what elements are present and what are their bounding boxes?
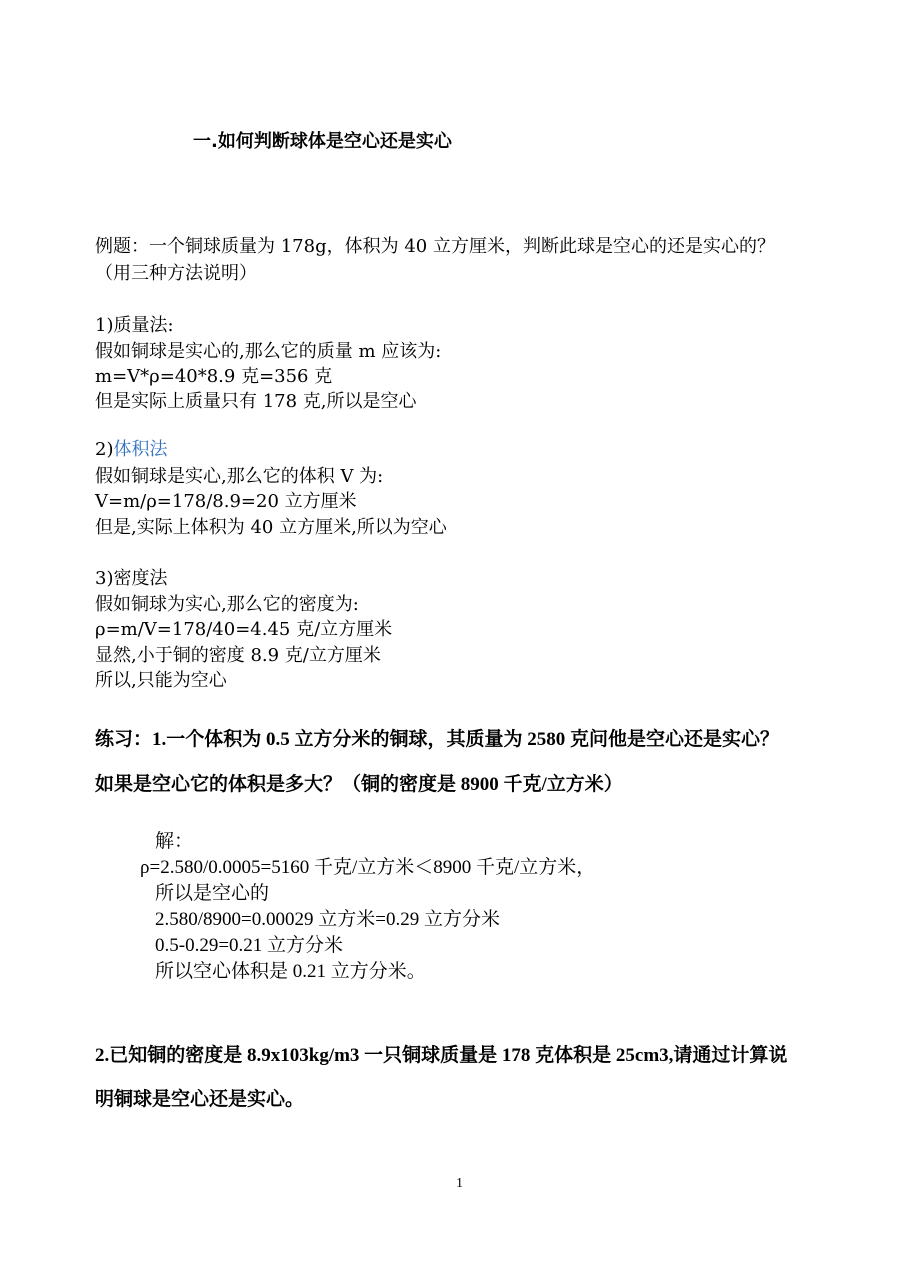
method2-prefix: 2) xyxy=(95,439,114,460)
method2-line-1: 假如铜球是实心,那么它的体积 V 为: xyxy=(95,466,384,487)
method2-heading xyxy=(95,437,167,463)
exercise1-line-2: 如果是空心它的体积是多大？（铜的密度是 8900 千克/立方米） xyxy=(95,774,623,795)
solution-line-1: ρ=2.580/0.0005=5160 千克/立方米＜8900 千克/立方米， xyxy=(140,857,596,878)
solution-line-4: 0.5-0.29=0.21 立方分米 xyxy=(155,935,344,956)
method2-line-3: 但是,实际上体积为 40 立方厘米,所以为空心 xyxy=(95,517,447,538)
exercise2-line-1: 2.已知铜的密度是 8.9x103kg/m3 一只铜球质量是 178 克体积是 25cm3,请通过计算说 xyxy=(95,1045,788,1066)
method2-name: 体积法 xyxy=(113,439,168,460)
solution-label: 解： xyxy=(155,831,194,852)
method3-line-2: ρ=m/V=178/40=4.45 克/立方厘米 xyxy=(95,619,393,640)
solution-line-3: 2.580/8900=0.00029 立方米=0.29 立方分米 xyxy=(155,909,500,930)
method3-line-3: 显然,小于铜的密度 8.9 克/立方厘米 xyxy=(95,645,381,666)
method1-line-3: 但是实际上质量只有 178 克,所以是空心 xyxy=(95,391,417,412)
example-line-2: （用三种方法说明） xyxy=(95,263,257,284)
method1-line-1: 假如铜球是实心的,那么它的质量 m 应该为: xyxy=(95,341,442,362)
section-title: 一.如何判断球体是空心还是实心 xyxy=(193,131,452,152)
solution-line-2: 所以是空心的 xyxy=(155,883,270,904)
exercise2-line-2: 明铜球是空心还是实心。 xyxy=(95,1089,305,1110)
method1-line-2: m=V*ρ=40*8.9 克=356 克 xyxy=(95,366,333,387)
method3-line-1: 假如铜球为实心,那么它的密度为: xyxy=(95,594,359,615)
method3-heading: 3)密度法 xyxy=(95,568,168,589)
page-number: 1 xyxy=(456,1176,463,1191)
solution-line-5: 所以空心体积是 0.21 立方分米。 xyxy=(155,961,426,982)
method1-heading: 1)质量法: xyxy=(95,315,174,336)
example-line-1: 例题：一个铜球质量为 178g，体积为 40 立方厘米，判断此球是空心的还是实心的？ xyxy=(95,236,775,257)
exercise1-line-1: 练习：1.一个体积为 0.5 立方分米的铜球，其质量为 2580 克问他是空心还是实心？ xyxy=(95,729,780,750)
method3-line-4: 所以,只能为空心 xyxy=(95,670,227,691)
method2-line-2: V=m/ρ=178/8.9=20 立方厘米 xyxy=(95,491,357,512)
